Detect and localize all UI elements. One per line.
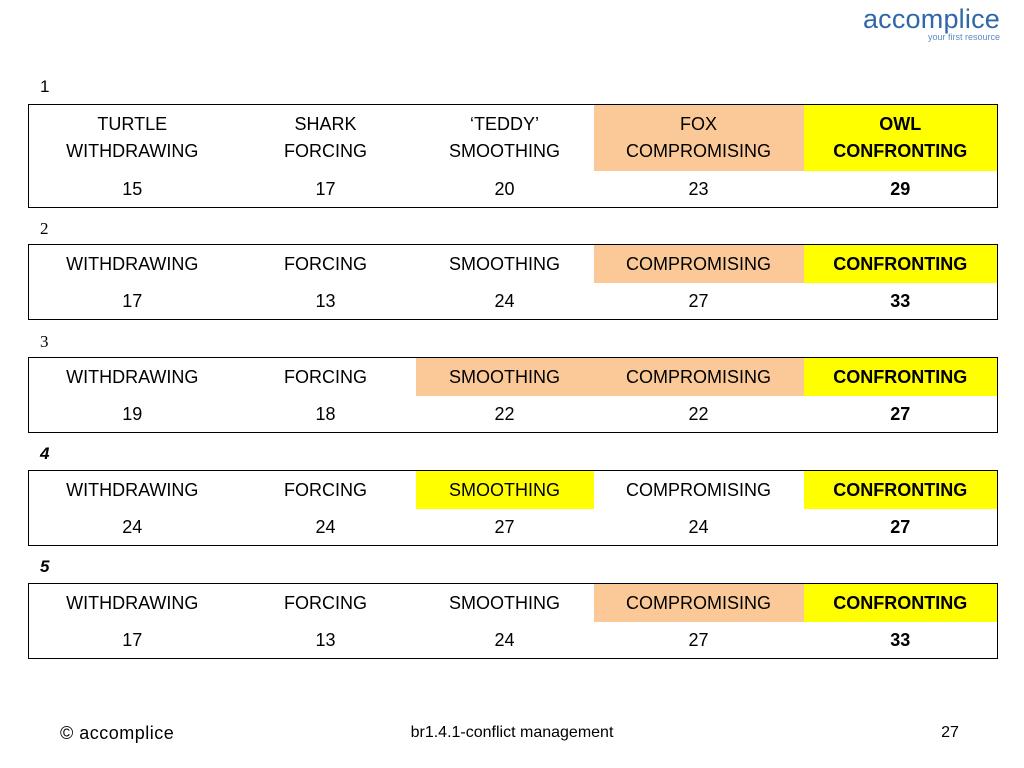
- value-cell: 27: [688, 630, 709, 650]
- header-cell-highlight: SMOOTHING: [416, 358, 594, 397]
- logo-tagline: your first resource: [927, 32, 1000, 42]
- score-table-1: [28, 104, 998, 208]
- value-row: [29, 283, 998, 320]
- value-row: [29, 622, 998, 659]
- header-cell: SMOOTHING: [449, 254, 560, 274]
- value-cell-max: 27: [890, 517, 911, 537]
- value-cell: 17: [315, 179, 336, 199]
- header-row: [29, 245, 998, 284]
- value-cell-max: 29: [890, 179, 911, 199]
- value-cell: 17: [122, 630, 143, 650]
- header-cell-highlight: CONFRONTING: [804, 358, 998, 397]
- value-cell: 24: [494, 291, 515, 311]
- header-cell: SHARK FORCING: [284, 114, 367, 161]
- header-row: [29, 105, 998, 172]
- value-cell: 15: [122, 179, 143, 199]
- header-row: [29, 584, 998, 623]
- header-cell-highlight: COMPROMISING: [594, 584, 804, 623]
- score-table-5: [28, 583, 998, 659]
- header-cell: WITHDRAWING: [66, 480, 199, 500]
- header-cell: FORCING: [284, 254, 367, 274]
- logo-wordmark: accomplice: [862, 4, 1000, 34]
- value-row: [29, 171, 998, 208]
- header-cell: WITHDRAWING: [66, 593, 199, 613]
- score-table-2: [28, 244, 998, 320]
- section-label-4: 4: [40, 444, 50, 463]
- header-cell: COMPROMISING: [625, 480, 771, 500]
- header-cell: FORCING: [284, 593, 367, 613]
- value-cell: 22: [494, 404, 515, 424]
- header-cell: FORCING: [284, 480, 367, 500]
- accomplice-logo: [830, 4, 1000, 42]
- value-cell-max: 27: [890, 404, 911, 424]
- value-row: [29, 396, 998, 433]
- value-cell-max: 33: [890, 291, 911, 311]
- footer-copyright: © accomplice: [60, 723, 175, 743]
- header-cell: TURTLE WITHDRAWING: [66, 114, 199, 161]
- section-label-1: 1: [40, 77, 50, 96]
- value-cell: 22: [688, 404, 709, 424]
- value-cell: 19: [122, 404, 143, 424]
- header-cell: ‘TEDDY’ SMOOTHING: [449, 114, 560, 161]
- value-cell-max: 33: [890, 630, 911, 650]
- header-cell-highlight: FOX COMPROMISING: [594, 105, 804, 172]
- value-cell: 24: [122, 517, 143, 537]
- header-cell: SMOOTHING: [449, 593, 560, 613]
- header-cell: WITHDRAWING: [66, 367, 199, 387]
- value-cell: 13: [315, 630, 336, 650]
- score-table-3: [28, 357, 998, 433]
- value-cell: 27: [494, 517, 515, 537]
- footer-title: br1.4.1-conflict management: [410, 724, 614, 741]
- header-cell-highlight: OWL CONFRONTING: [804, 105, 998, 172]
- header-cell-highlight: COMPROMISING: [594, 245, 804, 284]
- header-cell: WITHDRAWING: [66, 254, 199, 274]
- value-cell: 24: [315, 517, 336, 537]
- section-label-5: 5: [40, 557, 50, 576]
- value-cell: 27: [688, 291, 709, 311]
- header-cell-highlight: CONFRONTING: [804, 245, 998, 284]
- header-row: [29, 358, 998, 397]
- value-cell: 23: [688, 179, 709, 199]
- header-cell-highlight: CONFRONTING: [804, 584, 998, 623]
- value-cell: 18: [315, 404, 336, 424]
- section-label-2: 2: [40, 219, 49, 238]
- value-cell: 24: [688, 517, 709, 537]
- header-cell: FORCING: [284, 367, 367, 387]
- score-table-4: [28, 470, 998, 546]
- value-row: [29, 509, 998, 546]
- header-cell-highlight: COMPROMISING: [594, 358, 804, 397]
- value-cell: 20: [494, 179, 515, 199]
- value-cell: 17: [122, 291, 143, 311]
- header-cell-highlight: SMOOTHING: [416, 471, 594, 510]
- header-cell-highlight: CONFRONTING: [804, 471, 998, 510]
- value-cell: 24: [494, 630, 515, 650]
- section-label-3: 3: [40, 332, 49, 351]
- value-cell: 13: [315, 291, 336, 311]
- page-number: 27: [941, 724, 959, 741]
- header-row: [29, 471, 998, 510]
